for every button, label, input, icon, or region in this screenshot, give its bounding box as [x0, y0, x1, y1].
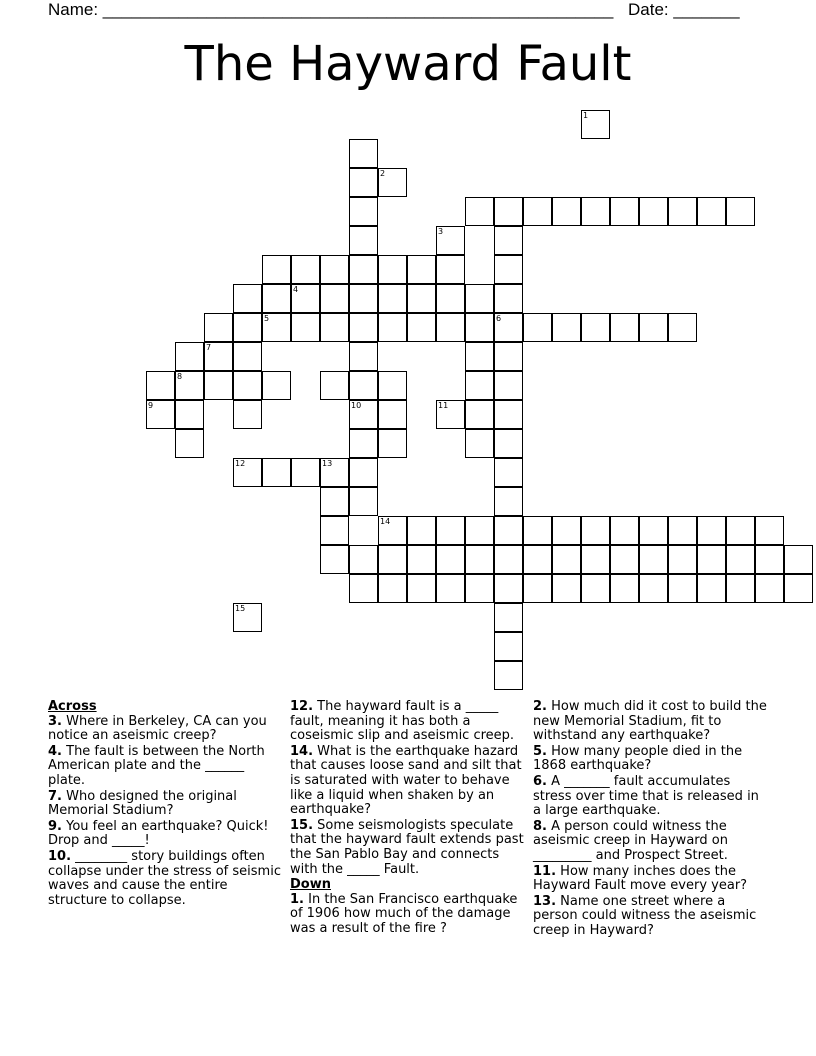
crossword-cell[interactable] [610, 313, 639, 342]
crossword-cell[interactable] [581, 110, 610, 139]
crossword-cell[interactable] [523, 574, 552, 603]
crossword-cell[interactable] [784, 545, 813, 574]
crossword-cell[interactable] [204, 342, 233, 371]
crossword-cell[interactable] [407, 545, 436, 574]
crossword-cell[interactable] [610, 545, 639, 574]
crossword-cell[interactable] [146, 400, 175, 429]
crossword-cell[interactable] [610, 197, 639, 226]
crossword-cell[interactable] [262, 313, 291, 342]
crossword-cell[interactable] [436, 313, 465, 342]
crossword-cell[interactable] [262, 371, 291, 400]
crossword-cell[interactable] [378, 545, 407, 574]
crossword-cell[interactable] [436, 545, 465, 574]
crossword-cell[interactable] [378, 168, 407, 197]
crossword-cell[interactable] [465, 197, 494, 226]
clue-item: 13. Name one street where a person could witness the aseismic creep in Hayward? [533, 893, 757, 938]
crossword-cell[interactable] [349, 574, 378, 603]
clue-item: 7. Who designed the original Memorial Stadium? [48, 788, 237, 819]
clue-item: 14. What is the earthquake hazard that causes loose sand and silt that is saturated with water to behave like a liquid when shaken by an earthquake? [290, 743, 522, 818]
crossword-cell[interactable] [436, 574, 465, 603]
crossword-cell[interactable] [639, 574, 668, 603]
crossword-cell[interactable] [175, 429, 204, 458]
clue-item: 4. The fault is between the North American plate and the ______ plate. [48, 743, 265, 788]
crossword-cell[interactable] [523, 516, 552, 545]
clue-item: 11. How many inches does the Hayward Fault move every year? [533, 863, 748, 894]
crossword-cell[interactable] [465, 342, 494, 371]
clue-number: 9 [148, 401, 154, 410]
crossword-cell[interactable] [581, 313, 610, 342]
crossword-cell[interactable] [523, 197, 552, 226]
crossword-cell[interactable] [349, 487, 378, 516]
crossword-cell[interactable] [697, 197, 726, 226]
crossword-cell[interactable] [494, 458, 523, 487]
clues-column-3 [533, 700, 769, 940]
crossword-cell[interactable] [552, 574, 581, 603]
crossword-cell[interactable] [697, 545, 726, 574]
clue-item: 6. A _______ fault accumulates stress over time that is released in a large earthquake. [533, 773, 759, 819]
crossword-cell[interactable] [291, 458, 320, 487]
crossword-cell[interactable] [436, 400, 465, 429]
crossword-cell[interactable] [639, 197, 668, 226]
crossword-cell[interactable] [436, 284, 465, 313]
crossword-cell[interactable] [349, 458, 378, 487]
crossword-cell[interactable] [726, 516, 755, 545]
crossword-cell[interactable] [581, 545, 610, 574]
crossword-cell[interactable] [320, 545, 349, 574]
clue-item: 8. A person could witness the aseismic creep in Hayward on _________ and Prospect Street. [533, 818, 728, 863]
clue-number: 3 [438, 227, 444, 236]
crossword-cell[interactable] [233, 371, 262, 400]
clues-column-1 [48, 700, 284, 909]
crossword-cell[interactable] [262, 458, 291, 487]
clue-number: 6 [496, 314, 502, 323]
crossword-cell[interactable] [349, 139, 378, 168]
clue-item: 15. Some seismologists speculate that the hayward fault extends past the San Pablo Bay and connects with the _____ Fault. [290, 817, 524, 877]
crossword-cell[interactable] [552, 545, 581, 574]
crossword-cell[interactable] [349, 226, 378, 255]
crossword-cell[interactable] [407, 313, 436, 342]
crossword-cell[interactable] [320, 313, 349, 342]
page-title: The Hayward Fault [184, 36, 632, 92]
clue-item: 12. The hayward fault is a _____ fault, meaning it has both a coseismic slip and aseismic creep. [290, 699, 515, 744]
crossword-cell[interactable] [465, 400, 494, 429]
crossword-cell[interactable] [320, 458, 349, 487]
crossword-cell[interactable] [349, 313, 378, 342]
crossword-cell[interactable] [349, 284, 378, 313]
clue-number: 4 [293, 285, 299, 294]
crossword-cell[interactable] [697, 516, 726, 545]
crossword-cell[interactable] [755, 516, 784, 545]
crossword-cell[interactable] [494, 516, 523, 545]
crossword-cell[interactable] [465, 313, 494, 342]
crossword-cell[interactable] [581, 197, 610, 226]
crossword-cell[interactable] [668, 516, 697, 545]
crossword-cell[interactable] [639, 516, 668, 545]
crossword-cell[interactable] [233, 458, 262, 487]
crossword-cell[interactable] [320, 487, 349, 516]
across-heading: Across [48, 699, 97, 714]
crossword-cell[interactable] [581, 516, 610, 545]
crossword-cell[interactable] [262, 255, 291, 284]
clue-number: 12 [235, 459, 246, 468]
clue-item: 3. Where in Berkeley, CA can you notice an aseismic creep? [48, 713, 267, 744]
crossword-cell[interactable] [349, 197, 378, 226]
crossword-cell[interactable] [726, 545, 755, 574]
crossword-cell[interactable] [320, 371, 349, 400]
crossword-cell[interactable] [755, 545, 784, 574]
crossword-cell[interactable] [349, 168, 378, 197]
crossword-cell[interactable] [494, 632, 523, 661]
crossword-cell[interactable] [494, 284, 523, 313]
crossword-cell[interactable] [494, 545, 523, 574]
down-heading: Down [290, 877, 331, 893]
crossword-cell[interactable] [233, 603, 262, 632]
crossword-cell[interactable] [349, 429, 378, 458]
crossword-cell[interactable] [639, 313, 668, 342]
crossword-cell[interactable] [552, 313, 581, 342]
crossword-cell[interactable] [378, 371, 407, 400]
crossword-cell[interactable] [349, 400, 378, 429]
clue-number: 14 [380, 517, 391, 526]
crossword-cell[interactable] [204, 371, 233, 400]
clue-number: 11 [438, 401, 449, 410]
crossword-cell[interactable] [697, 574, 726, 603]
crossword-cell[interactable] [668, 545, 697, 574]
date-field: Date: _______ [628, 0, 740, 19]
crossword-cell[interactable] [523, 313, 552, 342]
crossword-cell[interactable] [378, 284, 407, 313]
name-field: Name: ______________________________________________________ [48, 0, 614, 19]
crossword-cell[interactable] [726, 197, 755, 226]
crossword-cell[interactable] [233, 342, 262, 371]
clue-number: 15 [235, 604, 246, 613]
clue-number: 13 [322, 459, 333, 468]
crossword-cell[interactable] [668, 313, 697, 342]
crossword-cell[interactable] [494, 400, 523, 429]
crossword-cell[interactable] [755, 574, 784, 603]
crossword-cell[interactable] [494, 342, 523, 371]
crossword-cell[interactable] [378, 516, 407, 545]
crossword-cell[interactable] [494, 429, 523, 458]
clue-number: 8 [177, 372, 183, 381]
crossword-cell[interactable] [494, 313, 523, 342]
crossword-cell[interactable] [407, 574, 436, 603]
crossword-cell[interactable] [407, 255, 436, 284]
crossword-cell[interactable] [320, 516, 349, 545]
crossword-cell[interactable] [378, 255, 407, 284]
clue-number: 10 [351, 401, 362, 410]
crossword-cell[interactable] [233, 313, 262, 342]
crossword-cell[interactable] [320, 284, 349, 313]
clue-number: 7 [206, 343, 212, 352]
crossword-cell[interactable] [494, 371, 523, 400]
crossword-cell[interactable] [668, 574, 697, 603]
clue-number: 1 [583, 111, 589, 120]
crossword-cell[interactable] [494, 197, 523, 226]
crossword-cell[interactable] [552, 197, 581, 226]
crossword-cell[interactable] [291, 313, 320, 342]
crossword-cell[interactable] [494, 603, 523, 632]
crossword-cell[interactable] [407, 516, 436, 545]
crossword-cell[interactable] [610, 516, 639, 545]
crossword-cell[interactable] [233, 284, 262, 313]
crossword-cell[interactable] [465, 429, 494, 458]
crossword-cell[interactable] [233, 400, 262, 429]
clues-column-2 [290, 700, 526, 938]
crossword-cell[interactable] [204, 313, 233, 342]
crossword-cell[interactable] [552, 516, 581, 545]
crossword-cell[interactable] [494, 255, 523, 284]
crossword-cell[interactable] [349, 371, 378, 400]
crossword-cell[interactable] [378, 574, 407, 603]
crossword-cell[interactable] [291, 284, 320, 313]
crossword-cell[interactable] [494, 487, 523, 516]
crossword-cell[interactable] [465, 284, 494, 313]
crossword-cell[interactable] [349, 255, 378, 284]
crossword-cell[interactable] [378, 429, 407, 458]
crossword-cell[interactable] [668, 197, 697, 226]
crossword-cell[interactable] [146, 371, 175, 400]
clue-item: 1. In the San Francisco earthquake of 1906 how much of the damage was a result of the fire ? [290, 891, 518, 936]
crossword-cell[interactable] [436, 226, 465, 255]
clue-item: 9. You feel an earthquake? Quick! Drop and _____! [48, 818, 269, 849]
clue-item: 5. How many people died in the 1868 earthquake? [533, 743, 743, 774]
crossword-cell[interactable] [436, 516, 465, 545]
clue-number: 2 [380, 169, 386, 178]
crossword-cell[interactable] [175, 400, 204, 429]
clue-item: 10. ________ story buildings often collapse under the stress of seismic waves and cause the entire structure to collapse. [48, 848, 281, 908]
crossword-cell[interactable] [175, 371, 204, 400]
crossword-cell[interactable] [465, 574, 494, 603]
crossword-cell[interactable] [436, 255, 465, 284]
crossword-cell[interactable] [407, 284, 436, 313]
crossword-cell[interactable] [465, 371, 494, 400]
crossword-cell[interactable] [639, 545, 668, 574]
crossword-cell[interactable] [726, 574, 755, 603]
crossword-cell[interactable] [291, 255, 320, 284]
crossword-cell[interactable] [465, 516, 494, 545]
crossword-cell[interactable] [378, 313, 407, 342]
clue-item: 2. How much did it cost to build the new Memorial Stadium, fit to withstand any earthquake? [533, 699, 767, 744]
crossword-cell[interactable] [610, 574, 639, 603]
crossword-cell[interactable] [494, 574, 523, 603]
crossword-cell[interactable] [784, 574, 813, 603]
crossword-cell[interactable] [494, 661, 523, 690]
crossword-cell[interactable] [378, 400, 407, 429]
crossword-cell[interactable] [523, 545, 552, 574]
clue-number: 5 [264, 314, 270, 323]
crossword-cell[interactable] [494, 226, 523, 255]
crossword-cell[interactable] [581, 574, 610, 603]
crossword-cell[interactable] [465, 545, 494, 574]
crossword-cell[interactable] [320, 255, 349, 284]
crossword-cell[interactable] [349, 342, 378, 371]
crossword-cell[interactable] [262, 284, 291, 313]
crossword-cell[interactable] [349, 545, 378, 574]
crossword-cell[interactable] [175, 342, 204, 371]
